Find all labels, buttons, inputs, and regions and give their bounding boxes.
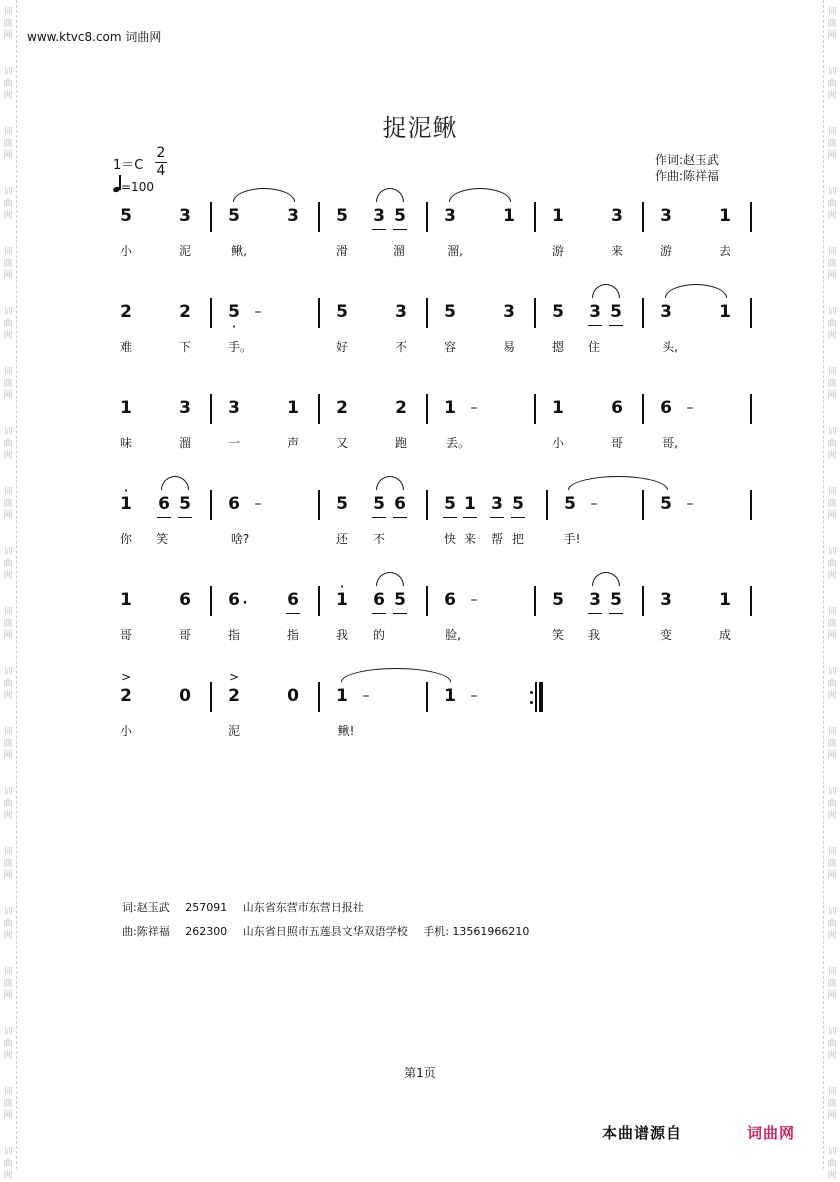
lyricist-postcode: 257091 bbox=[185, 901, 228, 914]
bar-line bbox=[642, 490, 644, 520]
bar-line bbox=[642, 298, 644, 328]
slur bbox=[376, 188, 404, 202]
lyric: 哥 bbox=[610, 436, 623, 450]
note: 6 bbox=[444, 590, 456, 610]
watermark-text: 词 曲 网 bbox=[3, 847, 13, 881]
note: 0 bbox=[287, 686, 299, 706]
watermark-text: 词 曲 网 bbox=[827, 727, 837, 761]
note: 1 bbox=[719, 302, 731, 322]
bar-line bbox=[534, 202, 536, 232]
upper-octave-dot: · bbox=[340, 582, 344, 593]
repeat-dot bbox=[530, 701, 533, 704]
lyric: 摁 bbox=[551, 340, 564, 354]
lyric: 你 bbox=[119, 532, 132, 546]
slur bbox=[341, 668, 451, 682]
note: 3 bbox=[611, 206, 623, 226]
watermark-text: 词 曲 网 bbox=[827, 427, 837, 461]
watermark-text: 词 曲 网 bbox=[827, 787, 837, 821]
bar-line bbox=[318, 202, 320, 232]
bar-line bbox=[750, 394, 752, 424]
lyric: 哥, bbox=[662, 436, 678, 450]
sustain-dash: – bbox=[254, 304, 262, 320]
note: 1 bbox=[120, 398, 132, 418]
watermark-text: 词 曲 网 bbox=[827, 1087, 837, 1121]
lyric: 成 bbox=[718, 628, 731, 642]
watermark-text: 词 曲 网 bbox=[3, 1147, 13, 1181]
note: 6 bbox=[158, 494, 170, 514]
watermark-text: 词 曲 网 bbox=[3, 367, 13, 401]
note: 3 bbox=[660, 302, 672, 322]
sustain-dash: – bbox=[470, 400, 478, 416]
time-signature bbox=[155, 145, 167, 180]
lyric: 溜 bbox=[392, 244, 405, 258]
bar-line bbox=[318, 394, 320, 424]
end-bar-thick bbox=[539, 682, 543, 712]
watermark-text: 词 曲 网 bbox=[827, 1147, 837, 1181]
watermark-text: 词 曲 网 bbox=[3, 907, 13, 941]
note: 3 bbox=[491, 494, 503, 514]
lyric: 下 bbox=[178, 340, 191, 354]
note: 5 bbox=[228, 206, 240, 226]
lyric: 指 bbox=[286, 628, 299, 642]
bar-line bbox=[210, 586, 212, 616]
score-row-1 bbox=[0, 202, 840, 282]
note: 3 bbox=[373, 206, 385, 226]
note: 1 bbox=[336, 590, 348, 610]
note: 5 bbox=[179, 494, 191, 514]
note: 2 bbox=[120, 686, 132, 706]
note: 3 bbox=[589, 590, 601, 610]
note: 3 bbox=[287, 206, 299, 226]
watermark-text: 词 曲 网 bbox=[827, 847, 837, 881]
slur bbox=[376, 476, 404, 490]
lyricist-address-line bbox=[122, 899, 376, 915]
bar-line bbox=[426, 202, 428, 232]
lyric: 不 bbox=[372, 532, 385, 546]
note: 6 bbox=[228, 590, 240, 610]
note: 5 bbox=[552, 302, 564, 322]
note: 5 bbox=[564, 494, 576, 514]
sustain-dash: – bbox=[590, 496, 598, 512]
note: 3 bbox=[589, 302, 601, 322]
note: 5 bbox=[120, 206, 132, 226]
repeat-dot bbox=[530, 691, 533, 694]
note: 5 bbox=[660, 494, 672, 514]
right-watermark-strip bbox=[823, 0, 840, 1181]
watermark-text: 词 曲 网 bbox=[827, 1027, 837, 1061]
song-title: 捉泥鳅 bbox=[382, 114, 458, 142]
watermark-text: 词 曲 网 bbox=[3, 67, 13, 101]
note: 2 bbox=[179, 302, 191, 322]
upper-octave-dot: · bbox=[124, 486, 128, 497]
composer-address: 山东省日照市五莲县文华双语学校 bbox=[242, 925, 408, 938]
lyric: 味 bbox=[119, 436, 132, 450]
note: 1 bbox=[444, 686, 456, 706]
sustain-dash: – bbox=[470, 688, 478, 704]
lyric: 帮 bbox=[490, 532, 503, 546]
lyric: 笑 bbox=[155, 532, 168, 546]
note: 5 bbox=[394, 206, 406, 226]
lyricist-role: 词:赵玉武 bbox=[122, 901, 170, 914]
bar-line bbox=[210, 202, 212, 232]
lyric: 好 bbox=[335, 340, 348, 354]
watermark-text: 词 曲 网 bbox=[3, 127, 13, 161]
bar-line bbox=[642, 394, 644, 424]
bar-line bbox=[210, 682, 212, 712]
accent-mark: > bbox=[228, 670, 240, 684]
sustain-dash: – bbox=[254, 496, 262, 512]
note: 6 bbox=[394, 494, 406, 514]
note: 6 bbox=[179, 590, 191, 610]
watermark-text: 词 曲 网 bbox=[827, 667, 837, 701]
bar-line bbox=[534, 298, 536, 328]
lyric: 来 bbox=[610, 244, 623, 258]
watermark-text: 词 曲 网 bbox=[827, 967, 837, 1001]
note: 1 bbox=[336, 686, 348, 706]
bar-line bbox=[426, 490, 428, 520]
lyric: 我 bbox=[335, 628, 348, 642]
slur bbox=[592, 284, 620, 298]
bar-line bbox=[210, 490, 212, 520]
note: 5 bbox=[512, 494, 524, 514]
lyric: 变 bbox=[659, 628, 672, 642]
composer-credit: 作曲:陈祥福 bbox=[655, 169, 720, 183]
note: 3 bbox=[395, 302, 407, 322]
watermark-text: 词 曲 网 bbox=[827, 307, 837, 341]
slur bbox=[161, 476, 189, 490]
slur bbox=[568, 476, 668, 490]
lyric: 小 bbox=[119, 724, 132, 738]
lyric: 游 bbox=[659, 244, 672, 258]
time-signature-bottom: 4 bbox=[156, 163, 166, 179]
sustain-dash: – bbox=[686, 400, 694, 416]
note: 5 bbox=[228, 302, 240, 322]
lyric: 易 bbox=[502, 340, 515, 354]
note: 1 bbox=[464, 494, 476, 514]
lyric: 滑 bbox=[335, 244, 348, 258]
watermark-text: 词 曲 网 bbox=[3, 187, 13, 221]
note: 5 bbox=[336, 302, 348, 322]
accent-mark: > bbox=[120, 670, 132, 684]
bar-line bbox=[642, 202, 644, 232]
lyric: 指 bbox=[227, 628, 240, 642]
bar-line bbox=[750, 586, 752, 616]
note: 1 bbox=[719, 590, 731, 610]
quarter-note-icon bbox=[113, 175, 121, 195]
bar-line bbox=[750, 490, 752, 520]
note: 1 bbox=[552, 398, 564, 418]
score-row-2 bbox=[0, 298, 840, 378]
watermark-text: 词 曲 网 bbox=[3, 787, 13, 821]
note: 6 bbox=[287, 590, 299, 610]
score-row-6 bbox=[0, 670, 840, 762]
lyric: 容 bbox=[443, 340, 456, 354]
note: 3 bbox=[179, 398, 191, 418]
sustain-dash: – bbox=[686, 496, 694, 512]
watermark-text: 词 曲 网 bbox=[827, 367, 837, 401]
lyric: 住 bbox=[587, 340, 600, 354]
score-row-5 bbox=[0, 582, 840, 666]
lyric: 哥 bbox=[119, 628, 132, 642]
watermark-text: 词 曲 网 bbox=[3, 607, 13, 641]
lyric: 啥? bbox=[230, 532, 250, 546]
watermark-text: 词 曲 网 bbox=[827, 247, 837, 281]
note: 5 bbox=[610, 590, 622, 610]
note: 5 bbox=[394, 590, 406, 610]
lyric: 溜 bbox=[178, 436, 191, 450]
tempo-marking bbox=[113, 175, 154, 195]
note: 6 bbox=[611, 398, 623, 418]
lyric: 鳅, bbox=[231, 244, 247, 258]
bar-line bbox=[318, 490, 320, 520]
source-label: 本曲谱源自 bbox=[602, 1124, 683, 1142]
bar-line bbox=[546, 490, 548, 520]
bar-line bbox=[426, 298, 428, 328]
note: 1 bbox=[120, 590, 132, 610]
note: 1 bbox=[552, 206, 564, 226]
bar-line bbox=[318, 298, 320, 328]
sustain-dash: – bbox=[362, 688, 370, 704]
note: 5 bbox=[552, 590, 564, 610]
note: 1 bbox=[503, 206, 515, 226]
note: 6 bbox=[228, 494, 240, 514]
watermark-text: 词 曲 网 bbox=[3, 247, 13, 281]
lyric: 跑 bbox=[394, 436, 407, 450]
watermark-text: 词 曲 网 bbox=[827, 7, 837, 41]
lyric: 还 bbox=[335, 532, 348, 546]
note: 2 bbox=[228, 686, 240, 706]
score-row-4 bbox=[0, 486, 840, 570]
watermark-text: 词 曲 网 bbox=[3, 667, 13, 701]
end-bar-thin bbox=[535, 682, 537, 712]
lyric: 游 bbox=[551, 244, 564, 258]
watermark-text: 词 曲 网 bbox=[827, 67, 837, 101]
note: 2 bbox=[395, 398, 407, 418]
brand-link[interactable]: 词曲网 bbox=[747, 1124, 796, 1142]
augmentation-dot: · bbox=[242, 596, 248, 611]
watermark-text: 词 曲 网 bbox=[827, 487, 837, 521]
bar-line bbox=[750, 298, 752, 328]
composer-role: 曲:陈祥福 bbox=[122, 925, 170, 938]
composer-address-line bbox=[122, 923, 541, 939]
bar-line bbox=[642, 586, 644, 616]
note: 1 bbox=[719, 206, 731, 226]
lyric: 小 bbox=[119, 244, 132, 258]
lyric: 来 bbox=[463, 532, 476, 546]
note: 2 bbox=[120, 302, 132, 322]
watermark-text: 词 曲 网 bbox=[3, 727, 13, 761]
note: 5 bbox=[336, 206, 348, 226]
tempo-value: =100 bbox=[121, 180, 154, 194]
watermark-text: 词 曲 网 bbox=[827, 547, 837, 581]
lyric: 头, bbox=[662, 340, 678, 354]
note: 1 bbox=[287, 398, 299, 418]
watermark-text: 词 曲 网 bbox=[3, 307, 13, 341]
lyric: 丢。 bbox=[446, 436, 471, 450]
note: 3 bbox=[660, 206, 672, 226]
note: 6 bbox=[660, 398, 672, 418]
watermark-text: 词 曲 网 bbox=[3, 7, 13, 41]
note: 5 bbox=[444, 302, 456, 322]
lyric: 手。 bbox=[228, 340, 253, 354]
lyric: 快 bbox=[443, 532, 456, 546]
composer-phone: 手机: 13561966210 bbox=[423, 925, 530, 938]
lyric: 声 bbox=[286, 436, 299, 450]
note: 1 bbox=[444, 398, 456, 418]
watermark-text: 词 曲 网 bbox=[827, 187, 837, 221]
lyric: 难 bbox=[119, 340, 132, 354]
key-signature: 1＝C bbox=[113, 158, 144, 173]
note: 6 bbox=[373, 590, 385, 610]
bar-line bbox=[318, 586, 320, 616]
bar-line bbox=[534, 586, 536, 616]
sustain-dash: – bbox=[470, 592, 478, 608]
lyric: 不 bbox=[394, 340, 407, 354]
left-watermark-strip bbox=[0, 0, 17, 1181]
site-url[interactable]: www.ktvc8.com 词曲网 bbox=[27, 30, 162, 44]
note: 5 bbox=[610, 302, 622, 322]
slur bbox=[665, 284, 727, 298]
lyric: 笑 bbox=[551, 628, 564, 642]
bar-line bbox=[318, 682, 320, 712]
lower-octave-dot: · bbox=[232, 322, 236, 333]
note: 2 bbox=[336, 398, 348, 418]
watermark-text: 词 曲 网 bbox=[3, 427, 13, 461]
lyric: 一 bbox=[227, 436, 240, 450]
credits bbox=[655, 152, 719, 184]
note: 5 bbox=[336, 494, 348, 514]
watermark-text: 词 曲 网 bbox=[827, 127, 837, 161]
slur bbox=[376, 572, 404, 586]
time-signature-top: 2 bbox=[156, 145, 166, 161]
lyric: 泥 bbox=[227, 724, 240, 738]
lyric: 把 bbox=[511, 532, 524, 546]
watermark-text: 词 曲 网 bbox=[827, 607, 837, 641]
note: 3 bbox=[503, 302, 515, 322]
slur bbox=[592, 572, 620, 586]
watermark-text: 词 曲 网 bbox=[3, 547, 13, 581]
bar-line bbox=[750, 202, 752, 232]
bar-line bbox=[210, 298, 212, 328]
note: 5 bbox=[373, 494, 385, 514]
lyric: 哥 bbox=[178, 628, 191, 642]
lyric: 泥 bbox=[178, 244, 191, 258]
bar-line bbox=[210, 394, 212, 424]
note: 3 bbox=[444, 206, 456, 226]
watermark-text: 词 曲 网 bbox=[3, 967, 13, 1001]
note: 5 bbox=[444, 494, 456, 514]
note: 1 bbox=[120, 494, 132, 514]
page-number: 第1页 bbox=[404, 1066, 436, 1080]
lyric: 的 bbox=[372, 628, 385, 642]
lyric: 鳅! bbox=[337, 724, 355, 738]
slur bbox=[449, 188, 511, 202]
watermark-text: 词 曲 网 bbox=[3, 1027, 13, 1061]
note: 3 bbox=[660, 590, 672, 610]
lyric: 我 bbox=[587, 628, 600, 642]
lyric: 又 bbox=[335, 436, 348, 450]
lyric: 脸, bbox=[445, 628, 461, 642]
lyricist-credit: 作词:赵玉武 bbox=[655, 153, 720, 167]
lyric: 手! bbox=[563, 532, 581, 546]
note: 3 bbox=[228, 398, 240, 418]
lyric: 小 bbox=[551, 436, 564, 450]
score-row-3 bbox=[0, 394, 840, 474]
watermark-text: 词 曲 网 bbox=[3, 487, 13, 521]
lyricist-address: 山东省东营市东营日报社 bbox=[242, 901, 364, 914]
watermark-text: 词 曲 网 bbox=[827, 907, 837, 941]
slur bbox=[233, 188, 295, 202]
composer-postcode: 262300 bbox=[185, 925, 228, 938]
note: 0 bbox=[179, 686, 191, 706]
bar-line bbox=[426, 682, 428, 712]
watermark-text: 词 曲 网 bbox=[3, 1087, 13, 1121]
note: 3 bbox=[179, 206, 191, 226]
bar-line bbox=[534, 394, 536, 424]
bar-line bbox=[426, 586, 428, 616]
lyric: 去 bbox=[718, 244, 731, 258]
lyric: 溜, bbox=[447, 244, 463, 258]
bar-line bbox=[426, 394, 428, 424]
